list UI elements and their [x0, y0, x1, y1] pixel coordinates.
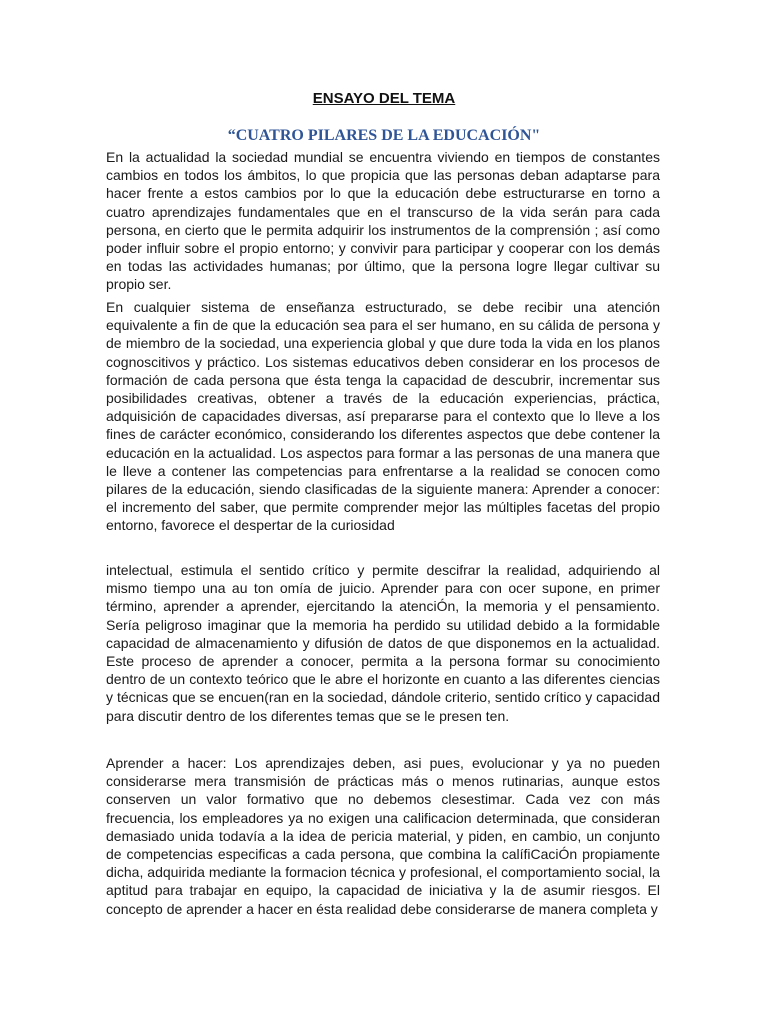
paragraph-1: En la actualidad la sociedad mundial se encuentra viviendo en tiempos de constantes cambios en todos los ámbitos, lo que propicia que las personas deban adaptarse para hacer frente a estos cambios por lo que la educación debe estructurarse en torno a cuatro aprendizajes fundamentales que en el transcurso de la vida serán para cada persona, en cierto que le permita adquirir los instrumentos de la comprensión ; así como poder influir sobre el propio entorno; y convivir para participar y cooperar con los demás en todas las actividades humanas; por último, que la persona logre llegar cultivar su propio ser.: [106, 149, 660, 293]
document-title: ENSAYO DEL TEMA: [312, 90, 456, 107]
paragraph-2: En cualquier sistema de enseñanza estructurado, se debe recibir una atención equivalente a fin de que la educación sea para el ser humano, en su cálida de persona y de miembro de la sociedad, una experiencia global y que dure toda la vida en los planos cognoscitivos y práctico. Los sistemas educativos deben considerar en los procesos de formación de cada persona que ésta tenga la capacidad de descubrir, incrementar sus posibilidades creativas, obtener a través de la educación experiencias, práctica, adquisición de capacidades diversas, así prepararse para el contexto que lo lleve a los fines de carácter económico, considerando los diferentes aspectos que debe contener la educación en la actualidad. Los aspectos para formar a las personas de una manera que le lleve a contener las competencias para enfrentarse a la realidad se conocen como pilares de la educación, siendo clasificadas de la siguiente manera: Aprender a conocer: el incremento del saber, que permite comprender mejor las múltiples facetas del propio entorno, favorece el despertar de la curiosidad: [106, 299, 660, 534]
document-subtitle: “CUATRO PILARES DE LA EDUCACIÓN": [227, 127, 541, 144]
paragraph-3: intelectual, estimula el sentido crítico y permite descifrar la realidad, adquiriendo al mismo tiempo una au ton omía de juicio. Aprender para con ocer supone, en primer término, aprender a aprender, ejercitando la atenciÓn, la memoria y el pensamiento. Sería peligroso imaginar que la memoria ha perdido su utilidad debido a la formidable capacidad de almacenamiento y difusión de datos de que disponemos en la actualidad. Este proceso de aprender a conocer, permita a la persona formar su conocimiento dentro de un contexto teórico que le abre el horizonte en cuanto a las diferentes ciencias y técnicas que se encuen(ran en la sociedad, dándole criterio, sentido crítico y capacidad para discutir dentro de los diferentes temas que se le presen ten.: [106, 562, 660, 724]
paragraph-4: Aprender a hacer: Los aprendizajes deben, asi pues, evolucionar y ya no pueden considerarse mera transmisión de prácticas más o menos rutinarias, aunque estos conserven un valor formativo que no debemos clesestimar. Cada vez con más frecuencia, los empleadores ya no exigen una calificacion determinada, que consideran demasiado unida todavía a la idea de pericia material, y piden, en cambio, un conjunto de competencias especificas a cada persona, que combina la calífiCaciÓn propiamente dicha, adquirida mediante la formacion técnica y profesional, el comportamiento social, la aptitud para trabajar en equipo, la capacidad de iniciativa y la de asumir riesgos. El concepto de aprender a hacer en ésta realidad debe considerarse de manera completa y: [106, 755, 660, 917]
